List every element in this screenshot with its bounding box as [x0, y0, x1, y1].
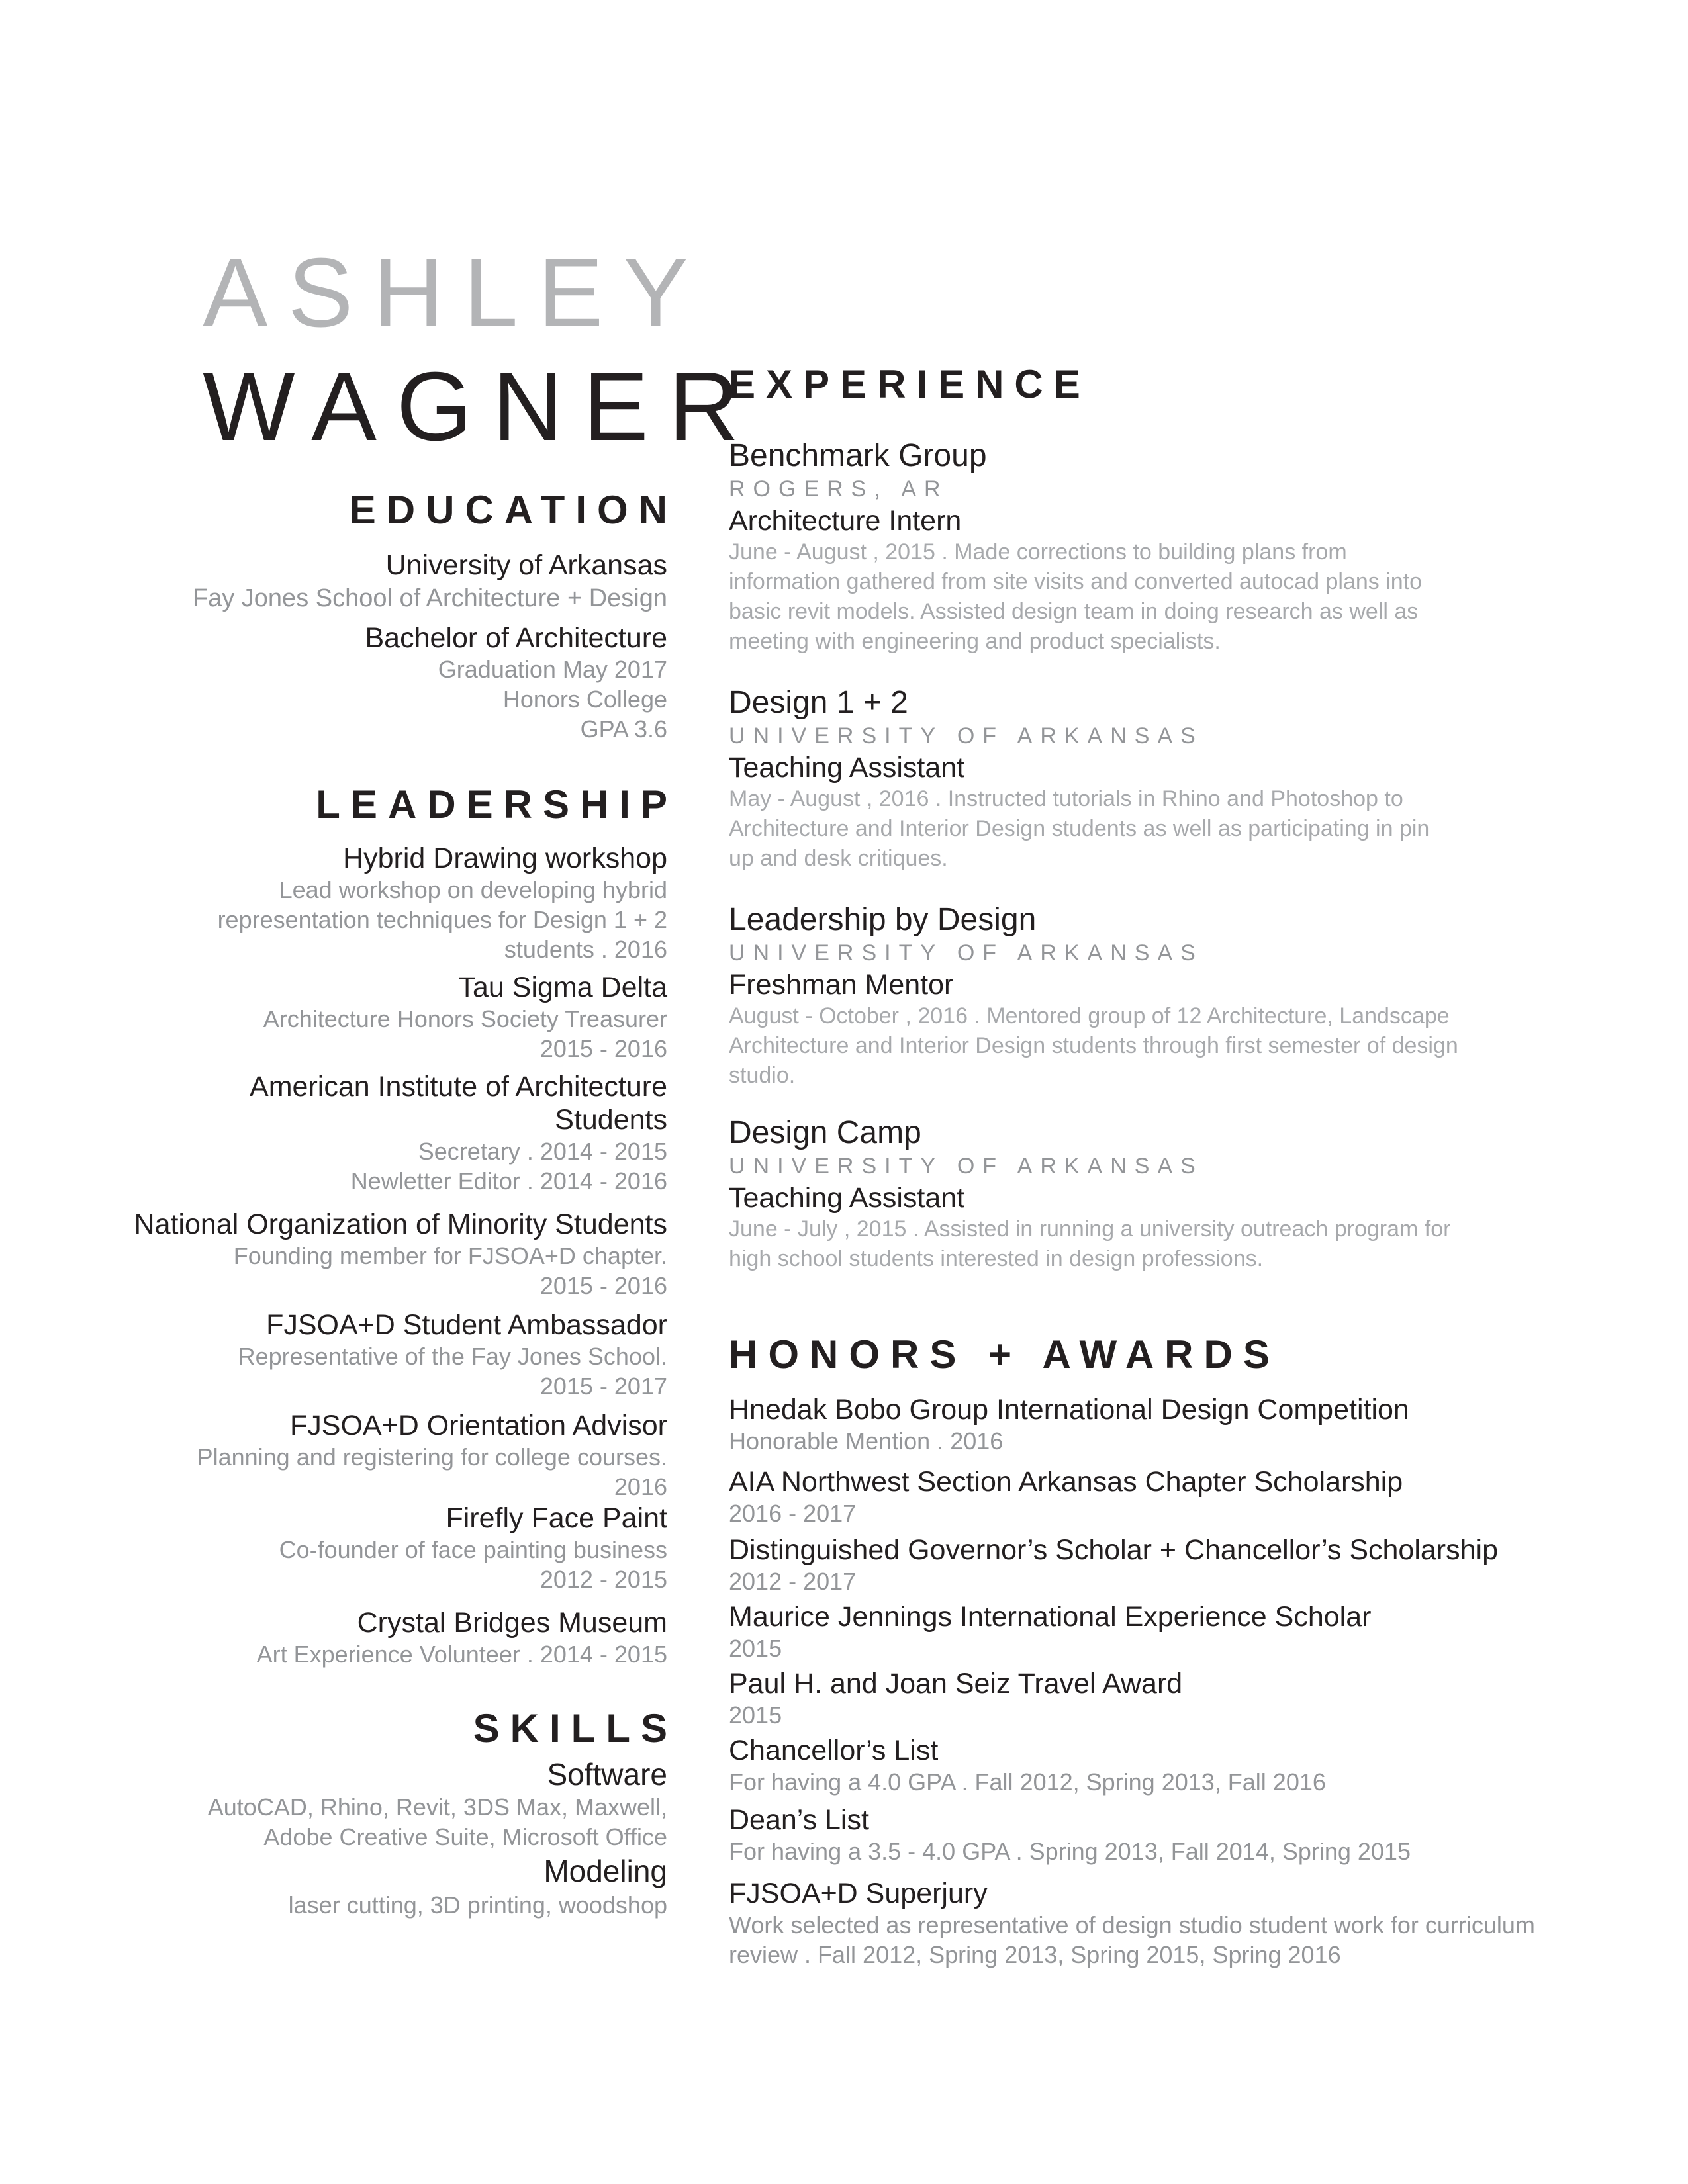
education-heading: EDUCATION: [349, 488, 678, 532]
experience-location: UNIVERSITY OF ARKANSAS: [729, 723, 1203, 749]
honor-line: 2015: [729, 1702, 782, 1729]
leadership-item-title: FJSOA+D Orientation Advisor: [290, 1410, 667, 1441]
experience-title: Leadership by Design: [729, 902, 1037, 937]
honor-title: Hnedak Bobo Group International Design Competition: [729, 1394, 1409, 1426]
leadership-item-title: National Organization of Minority Students: [134, 1208, 667, 1240]
experience-role: Architecture Intern: [729, 505, 962, 537]
college-name: Fay Jones School of Architecture + Design: [192, 584, 667, 612]
experience-role: Teaching Assistant: [729, 752, 965, 784]
education-section: [132, 486, 678, 744]
leadership-heading: LEADERSHIP: [316, 782, 678, 827]
degree: Bachelor of Architecture: [365, 622, 667, 654]
skills-section: [132, 1705, 678, 1920]
honor-title: Dean’s List: [729, 1804, 869, 1836]
leadership-item: [132, 1502, 667, 1594]
honor-line: 2016 - 2017: [729, 1500, 857, 1527]
leadership-item-title: Crystal Bridges Museum: [357, 1607, 667, 1639]
experience-title: Benchmark Group: [729, 438, 987, 473]
leadership-item: [132, 1070, 667, 1196]
right-column: [729, 361, 1563, 1970]
leadership-item-title: Firefly Face Paint: [445, 1502, 667, 1534]
leadership-item-line: Planning and registering for college courses.: [197, 1443, 667, 1471]
skills-software-line: AutoCAD, Rhino, Revit, 3DS Max, Maxwell,: [207, 1794, 667, 1821]
education-detail: GPA 3.6: [580, 715, 667, 743]
skills-modeling-line: laser cutting, 3D printing, woodshop: [288, 1891, 667, 1919]
experience-desc: meeting with engineering and product specialists.: [729, 629, 1221, 654]
leadership-item: [132, 842, 667, 964]
experience-item: [729, 901, 1563, 1091]
experience-title: Design Camp: [729, 1115, 921, 1150]
experience-desc: information gathered from site visits and converted autocad plans into: [729, 569, 1423, 594]
leadership-item-line: Newletter Editor . 2014 - 2016: [350, 1167, 667, 1195]
honor-line: Work selected as representative of design studio student work for curriculum: [729, 1911, 1535, 1938]
honors-section: [729, 1331, 1563, 1970]
experience-location: UNIVERSITY OF ARKANSAS: [729, 940, 1203, 966]
experience-item: [729, 437, 1563, 657]
last-name: WAGNER: [203, 352, 759, 461]
honor-item: [729, 1393, 1563, 1456]
leadership-item: [132, 1308, 667, 1401]
leadership-item-title: American Institute of Architecture Students: [250, 1071, 667, 1136]
left-column: [132, 486, 678, 1920]
honor-line: 2015: [729, 1635, 782, 1662]
honor-line: For having a 3.5 - 4.0 GPA . Spring 2013, Fall 2014, Spring 2015: [729, 1838, 1411, 1865]
leadership-item-line: 2015 - 2016: [539, 1272, 667, 1299]
experience-heading: EXPERIENCE: [729, 362, 1091, 406]
honor-item: [729, 1877, 1563, 1970]
experience-desc: June - July , 2015 . Assisted in running a university outreach program for: [729, 1216, 1451, 1242]
experience-item: [729, 684, 1563, 874]
experience-section: [729, 361, 1563, 1274]
honor-line: For having a 4.0 GPA . Fall 2012, Spring 2013, Fall 2016: [729, 1768, 1326, 1796]
education-detail: Graduation May 2017: [438, 656, 667, 683]
leadership-item-line: Secretary . 2014 - 2015: [418, 1138, 667, 1165]
experience-location: ROGERS, AR: [729, 477, 949, 502]
leadership-item-line: 2015 - 2017: [539, 1373, 667, 1400]
leadership-item-line: Founding member for FJSOA+D chapter.: [233, 1242, 667, 1269]
experience-desc: studio.: [729, 1063, 796, 1088]
leadership-item: [132, 1606, 667, 1669]
honor-item: [729, 1667, 1563, 1730]
experience-desc: basic revit models. Assisted design team in doing research as well as: [729, 599, 1419, 624]
honor-title: Distinguished Governor’s Scholar + Chancellor’s Scholarship: [729, 1534, 1499, 1566]
leadership-item-line: 2016: [614, 1473, 667, 1500]
honor-item: [729, 1465, 1563, 1528]
skills-modeling-title: Modeling: [543, 1854, 667, 1888]
first-name: ASHLEY: [203, 238, 709, 347]
leadership-item-line: Representative of the Fay Jones School.: [238, 1343, 667, 1370]
honor-title: Maurice Jennings International Experience Scholar: [729, 1601, 1372, 1633]
honors-heading: HONORS + AWARDS: [729, 1332, 1280, 1377]
experience-item: [729, 1115, 1563, 1274]
leadership-item: [132, 1409, 667, 1502]
honor-item: [729, 1600, 1563, 1663]
leadership-item-title: Tau Sigma Delta: [458, 972, 667, 1003]
skills-software-title: Software: [547, 1757, 667, 1792]
education-detail: Honors College: [502, 686, 667, 713]
experience-role: Freshman Mentor: [729, 969, 954, 1001]
leadership-item-line: students . 2016: [504, 936, 667, 963]
skills-software-line: Adobe Creative Suite, Microsoft Office: [263, 1823, 667, 1850]
honor-line: 2012 - 2017: [729, 1568, 857, 1595]
honor-item: [729, 1734, 1563, 1797]
leadership-item-line: Art Experience Volunteer . 2014 - 2015: [256, 1641, 667, 1668]
experience-location: UNIVERSITY OF ARKANSAS: [729, 1154, 1203, 1179]
honor-title: FJSOA+D Superjury: [729, 1878, 988, 1909]
leadership-item-line: 2012 - 2015: [539, 1566, 667, 1593]
experience-desc: June - August , 2015 . Made corrections to building plans from: [729, 539, 1347, 565]
experience-title: Design 1 + 2: [729, 685, 908, 720]
honor-title: Chancellor’s List: [729, 1735, 939, 1766]
leadership-section: [132, 781, 678, 1669]
honor-title: AIA Northwest Section Arkansas Chapter Scholarship: [729, 1466, 1403, 1498]
honor-line: review . Fall 2012, Spring 2013, Spring 2015, Spring 2016: [729, 1941, 1341, 1968]
experience-desc: August - October , 2016 . Mentored group of 12 Architecture, Landscape: [729, 1003, 1450, 1028]
skills-heading: SKILLS: [473, 1706, 678, 1751]
leadership-item: [132, 1208, 667, 1300]
leadership-item-line: representation techniques for Design 1 + 2: [217, 906, 667, 933]
leadership-item-line: Co-founder of face painting business: [279, 1536, 667, 1563]
experience-desc: May - August , 2016 . Instructed tutorials in Rhino and Photoshop to: [729, 786, 1403, 811]
experience-desc: high school students interested in design professions.: [729, 1246, 1264, 1271]
leadership-item: [132, 971, 667, 1064]
leadership-item-line: Lead workshop on developing hybrid: [279, 876, 667, 903]
leadership-item-line: Architecture Honors Society Treasurer: [263, 1005, 667, 1032]
school-name: University of Arkansas: [385, 549, 667, 581]
honor-title: Paul H. and Joan Seiz Travel Award: [729, 1668, 1183, 1700]
experience-desc: Architecture and Interior Design students as well as participating in pin: [729, 816, 1430, 841]
experience-role: Teaching Assistant: [729, 1182, 965, 1214]
leadership-item-title: Hybrid Drawing workshop: [343, 842, 667, 874]
honor-item: [729, 1533, 1563, 1596]
leadership-item-title: FJSOA+D Student Ambassador: [266, 1309, 667, 1341]
honor-item: [729, 1803, 1563, 1866]
experience-desc: Architecture and Interior Design students through first semester of design: [729, 1033, 1458, 1058]
experience-desc: up and desk critiques.: [729, 846, 948, 871]
leadership-item-line: 2015 - 2016: [539, 1035, 667, 1062]
honor-line: Honorable Mention . 2016: [729, 1428, 1004, 1455]
